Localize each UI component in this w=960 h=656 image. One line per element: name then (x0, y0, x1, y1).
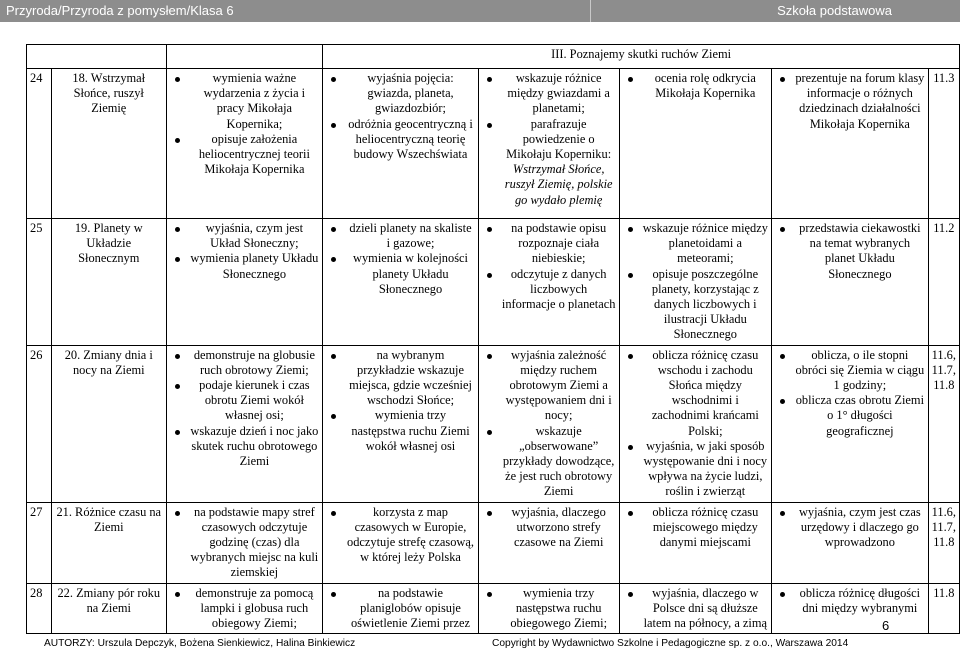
list-item: podaje kierunek i czas obrotu Ziemi wokół własnej osi; (190, 378, 320, 424)
standard-cell: 11.8 (928, 583, 959, 634)
lesson-topic: 19. Planety w Układzie Słonecznym (51, 219, 166, 346)
list-item: opisuje założenia heliocentrycznej teorii Mikołaja Kopernika (190, 132, 320, 178)
requirements-cell (166, 345, 323, 502)
standard-cell: 11.6, 11.7, 11.8 (928, 345, 959, 502)
list-item (502, 117, 616, 208)
list-item: wskazuje dzień i noc jako skutek ruchu obrotowego Ziemi (190, 423, 319, 469)
lesson-number: 25 (27, 219, 52, 346)
list-item: na podstawie planiglobów opisuje oświetlenie Ziemi przez (346, 586, 475, 632)
list-item: dzieli planety na skaliste i gazowe; (346, 221, 475, 251)
empty-header-cell (27, 45, 167, 69)
list-item: wyjaśnia, w jaki sposób występowanie dni i nocy wpływa na życie ludzi, roślin i zwierząt (643, 438, 768, 499)
list-item: ocenia rolę odkrycia Mikołaja Kopernika (643, 71, 769, 101)
list-item: oblicza, o ile stopni obróci się Ziemia w ciągu 1 godziny; (795, 347, 925, 393)
requirements-cell (323, 502, 479, 583)
requirements-cell (323, 219, 479, 346)
lesson-number: 26 (27, 345, 52, 502)
list-item: oblicza czas obrotu Ziemi o 1° długości geograficznej (795, 393, 925, 438)
requirements-cell (166, 502, 323, 583)
list-item: wyjaśnia pojęcia: gwiazda, planeta, gwiazdozbiór; (346, 71, 475, 117)
list-item: na wybranym przykładzie wskazuje miejsca, gdzie wcześniej wschodzi Słońce; (346, 348, 475, 409)
standard-cell: 11.2 (928, 219, 959, 346)
requirements-cell (772, 583, 929, 634)
table-row (27, 502, 960, 583)
requirements-cell (619, 345, 772, 502)
lesson-topic: 22. Zmiany pór roku na Ziemi (51, 583, 166, 634)
requirements-cell (619, 583, 772, 634)
requirements-cell (323, 583, 479, 634)
list-item: wyjaśnia, dlaczego utworzono strefy czasowe na Ziemi (502, 505, 616, 551)
list-item: odczytuje z danych liczbowych informacje o planetach (501, 266, 616, 312)
list-item: wymienia trzy następstwa ruchu obiegowego Ziemi; (502, 586, 616, 632)
page-header (0, 0, 960, 22)
copyright-text: Copyright by Wydawnictwo Szkolne i Pedagogiczne sp. z o.o., Warszawa 2014 (492, 638, 849, 649)
lesson-topic: 18. Wstrzymał Słońce, ruszył Ziemię (51, 69, 166, 219)
breadcrumb: Przyroda/Przyroda z pomysłem/Klasa 6 (6, 3, 234, 18)
list-item: wskazuje „obserwowane” przykłady dowodzące, że jest ruch obrotowy Ziemi (502, 423, 615, 499)
requirements-cell (619, 502, 772, 583)
requirements-cell (772, 345, 929, 502)
list-item: wymienia ważne wydarzenia z życia i pracy Mikołaja Kopernika; (190, 71, 320, 132)
list-item: na podstawie mapy stref czasowych odczytuje godzinę (czas) dla wybranych miejsc na kuli ziemskiej (190, 504, 319, 580)
lesson-topic: 21. Różnice czasu na Ziemi (51, 502, 166, 583)
list-item: demonstruje za pomocą lampki i globusa ruch obiegowy Ziemi; (190, 586, 320, 632)
requirements-cell (772, 219, 929, 346)
list-item-text: parafrazuje powiedzenie o Mikołaju Koperniku: (506, 116, 612, 162)
table-row (27, 345, 960, 502)
list-item: wymienia planety Układu Słonecznego (190, 251, 319, 281)
list-item: oblicza różnicę czasu wschodu i zachodu Słońca między wschodnimi i zachodnimi krańcami Polski; (643, 348, 769, 439)
requirements-cell (772, 502, 929, 583)
list-item: demonstruje na globusie ruch obrotowy Ziemi; (190, 348, 320, 378)
curriculum-table (26, 44, 960, 634)
list-item: korzysta z map czasowych w Europie, odczytuje strefę czasową, w której leży Polska (347, 504, 474, 565)
list-item: na podstawie opisu rozpoznaje ciała niebieskie; (502, 221, 616, 267)
list-item: wymienia w kolejności planety Układu Słonecznego (346, 251, 475, 297)
lesson-number: 24 (27, 69, 52, 219)
requirements-cell (478, 583, 619, 634)
list-item: prezentuje na forum klasy informacje o różnych dziedzinach działalności Mikołaja Kopernika (795, 71, 925, 131)
list-item: przedstawia ciekawostki na temat wybranych planet Układu Słonecznego (795, 221, 925, 282)
list-item: oblicza różnicę czasu miejscowego między danymi miejscami (643, 505, 769, 551)
lesson-number: 28 (27, 583, 52, 634)
requirements-cell (772, 69, 929, 219)
school-level: Szkoła podstawowa (777, 3, 892, 18)
standard-cell: 11.3 (928, 69, 959, 219)
list-item: oblicza różnicę długości dni między wybranymi (795, 586, 925, 616)
list-item: wyjaśnia zależność między ruchem obrotowym Ziemi a występowaniem dni i nocy; (502, 348, 616, 424)
table-row (27, 69, 960, 219)
section-title: III. Poznajemy skutki ruchów Ziemi (323, 45, 960, 69)
requirements-cell (323, 69, 479, 219)
quote-text: Wstrzymał Słońce, ruszył Ziemię, polskie go wydało plemię (504, 162, 613, 207)
requirements-cell (619, 69, 772, 219)
table-row (27, 219, 960, 346)
requirements-cell (166, 69, 323, 219)
lesson-number: 27 (27, 502, 52, 583)
list-item: wskazuje różnice między gwiazdami a planetami; (502, 71, 616, 117)
page-number: 6 (882, 618, 890, 633)
requirements-cell (323, 345, 479, 502)
requirements-cell (478, 219, 619, 346)
list-item: wyjaśnia, czym jest czas urzędowy i dlaczego go wprowadzono (795, 505, 925, 551)
standard-cell: 11.6, 11.7, 11.8 (928, 502, 959, 583)
authors-text: AUTORZY: Urszula Depczyk, Bożena Sienkiewicz, Halina Binkiewicz (44, 638, 356, 649)
list-item: wyjaśnia, czym jest Układ Słoneczny; (190, 221, 320, 251)
requirements-cell (619, 219, 772, 346)
table-row (27, 583, 960, 634)
list-item: opisuje poszczególne planety, korzystając z danych liczbowych i ilustracji Układu Słonecznego (643, 267, 769, 343)
requirements-cell (478, 502, 619, 583)
lesson-topic: 20. Zmiany dnia i nocy na Ziemi (51, 345, 166, 502)
header-divider (590, 0, 591, 22)
requirements-cell (478, 69, 619, 219)
requirements-cell (166, 219, 323, 346)
list-item: wyjaśnia, dlaczego w Polsce dni są dłuższe latem na północy, a zimą (643, 585, 768, 631)
list-item: wymienia trzy następstwa ruchu Ziemi wokół własnej osi (346, 408, 475, 454)
requirements-cell (478, 345, 619, 502)
requirements-cell (166, 583, 323, 634)
list-item: wskazuje różnice między planetoidami a meteorami; (642, 221, 768, 266)
list-item: odróżnia geocentryczną i heliocentryczną teorię budowy Wszechświata (346, 117, 475, 163)
empty-header-cell (166, 45, 323, 69)
